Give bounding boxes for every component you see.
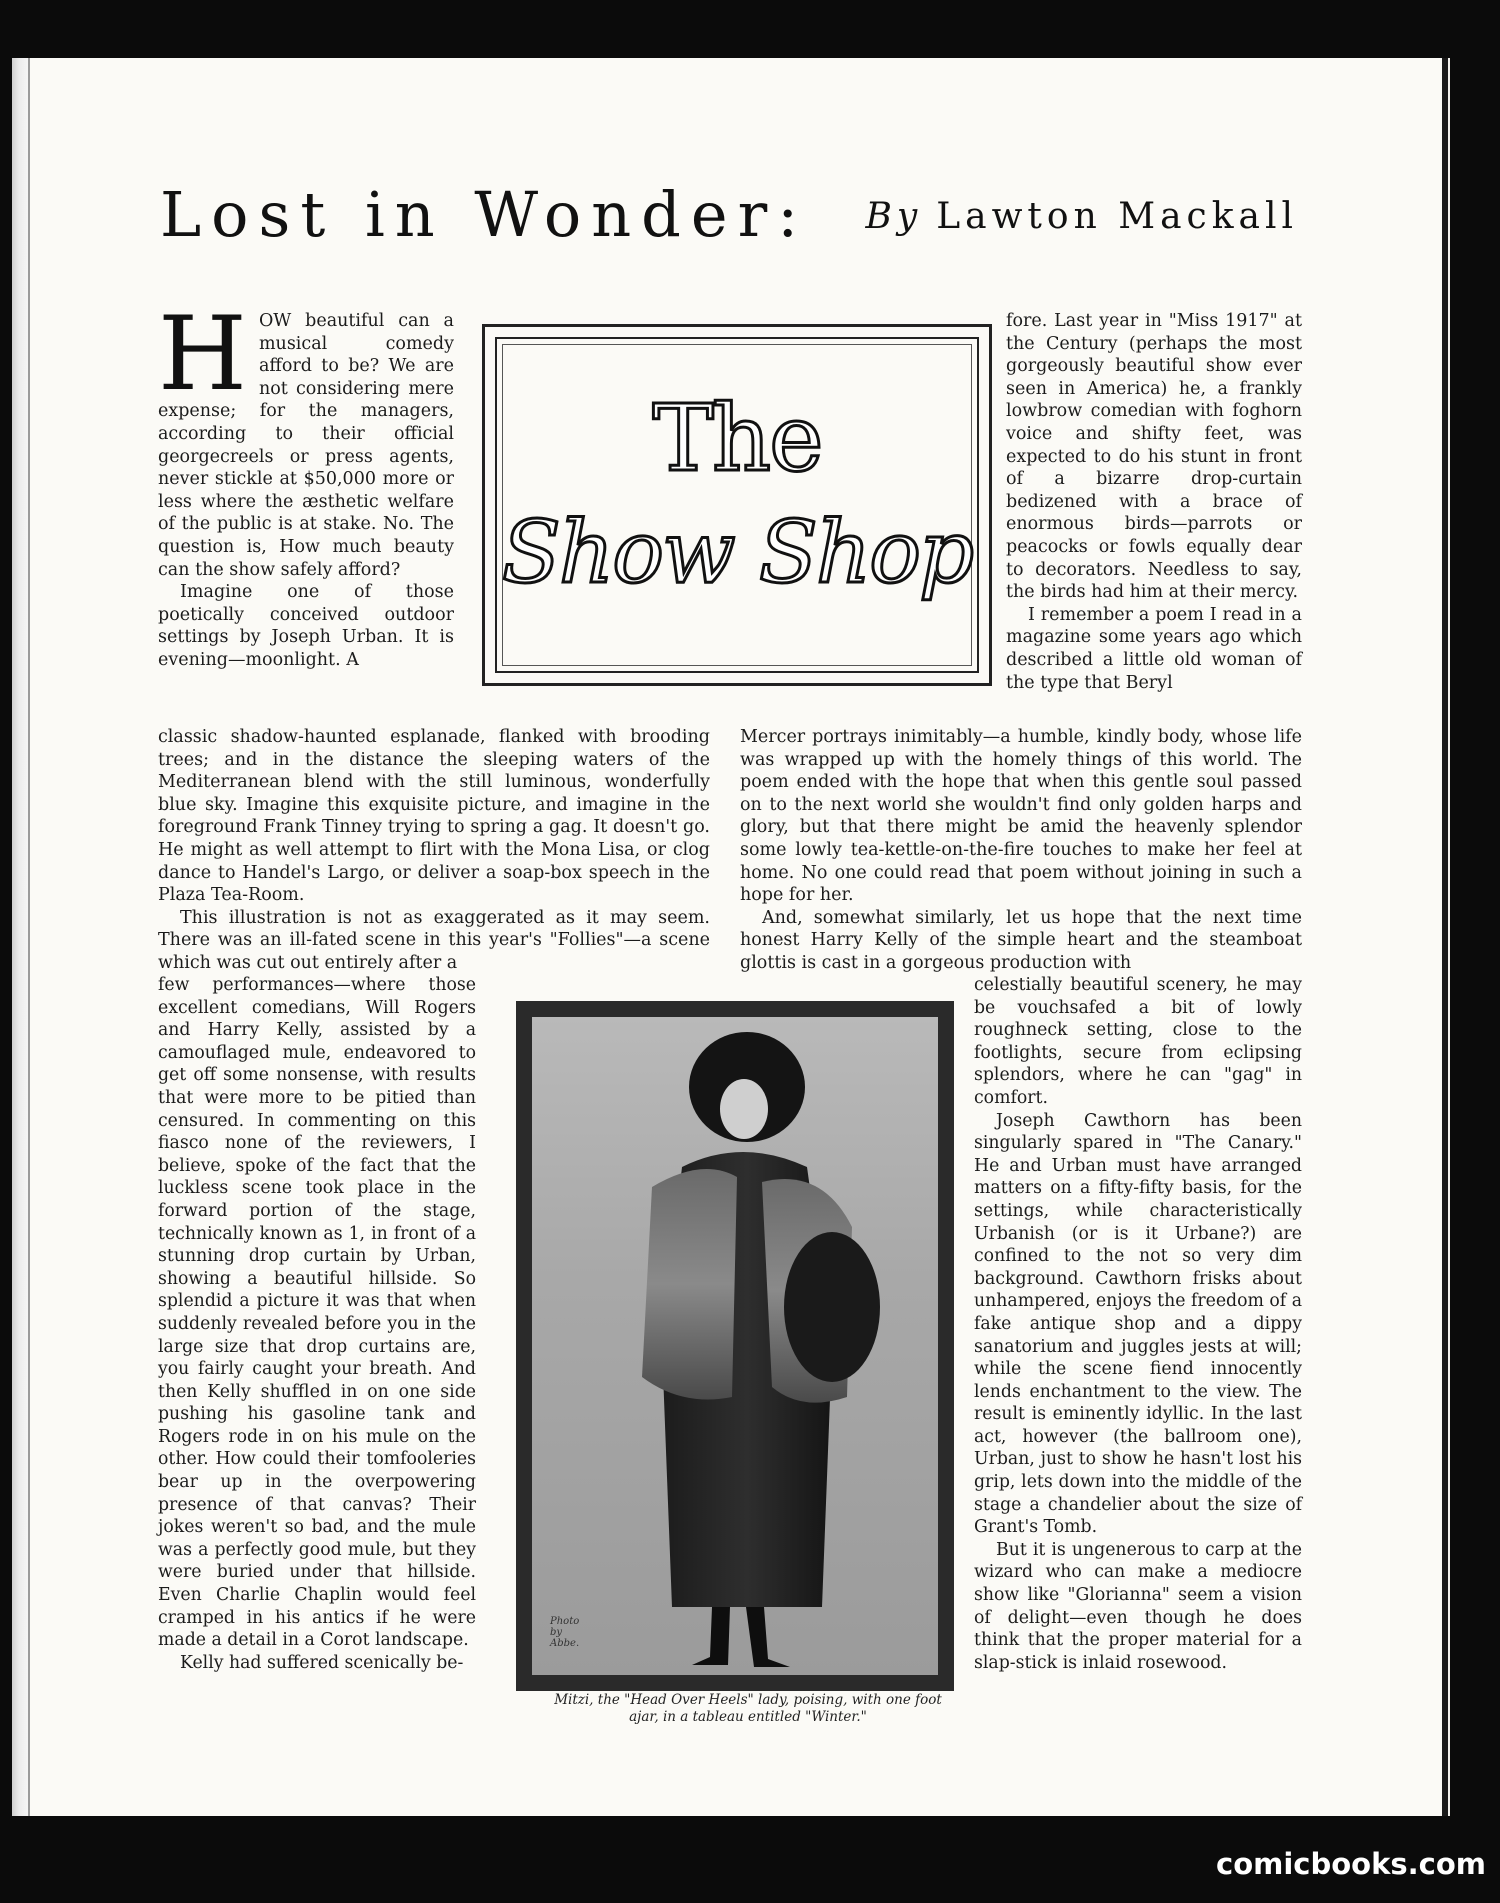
article-title: Lost in Wonder: bbox=[160, 178, 809, 251]
column-right-wide bbox=[740, 726, 1302, 975]
paragraph: Imagine one of those poetically conceived outdoor settings by Joseph Urban. It is evening—moonlight. A bbox=[158, 582, 454, 670]
paragraph: fore. Last year in "Miss 1917" at the Century (perhaps the most gorgeously beautiful show ever seen in America) he, a frankly lowbrow comedian with foghorn voice and shifty feet, was expected to do his stunt in front of a bizarre drop-curtain bedizened with a brace of enormous birds—parrots or peacocks or fowls equally dear to decorators. Needless to say, the birds had him at their mercy. bbox=[1006, 311, 1302, 603]
column-right-bottom bbox=[974, 974, 1302, 1674]
photo-mitzi-winter bbox=[532, 1017, 938, 1675]
paragraph: celestially beautiful scenery, he may be vouchsafed a bit of lowly roughneck setting, close to the footlights, secure from eclipsing splendors, where he can "gag" in comfort. bbox=[974, 975, 1302, 1108]
column-left-bottom bbox=[158, 974, 476, 1674]
logo-inner-frame bbox=[495, 337, 979, 673]
watermark-logo: comicbooks.com bbox=[1216, 1847, 1486, 1881]
show-shop-logo bbox=[482, 324, 992, 686]
next-page-edge bbox=[1448, 58, 1450, 1816]
byline bbox=[865, 196, 1298, 237]
paragraph: I remember a poem I read in a magazine some years ago which described a little old woman of the type that Beryl bbox=[1006, 604, 1302, 693]
photo-credit: Photo by Abbe. bbox=[550, 1616, 580, 1649]
paragraph: Joseph Cawthorn has been singularly spared in "The Canary." He and Urban must have arranged matters on a fifty-fifty basis, for the settings, while characteristically Urbanish (or is it Urbane?) are confined to the not so very dim background. Cawthorn frisks about unhampered, enjoys the freedom of a fake antique shop and a dippy sanatorium and juggles jests at will; while the scene fiend innocently lends enchantment to the view. The result is eminently idyllic. In the last act, however (the ballroom one), Urban, just to show he hasn't lost his grip, lets down into the middle of the stage a chandelier about the size of Grant's Tomb. bbox=[974, 1110, 1302, 1538]
author-name: Lawton Mackall bbox=[936, 196, 1298, 237]
paragraph: This illustration is not as exaggerated as it may seem. There was an ill-fated scene in this year's "Follies"—a scene which was cut out entirely after a bbox=[158, 907, 710, 973]
paragraph: But it is ungenerous to carp at the wizard who can make a mediocre show like "Glorianna" seem a vision of delight—even though he does think that the proper material for a slap-stick is inlaid rosewood. bbox=[974, 1539, 1302, 1673]
paragraph: Mercer portrays inimitably—a humble, kindly body, whose life was wrapped up with the homely things of this world. The poem ended with the hope that when this gentle soul passed on to the next world she wouldn't find only golden harps and glory, but that there might be amid the heavenly splendor some lowly tea-kettle-on-the-fire touches to make her feel at home. No one could read that poem without joining in such a hope for her. bbox=[740, 727, 1302, 906]
column-left-wide bbox=[158, 726, 710, 975]
logo-line-2: Show Shop bbox=[501, 503, 973, 603]
column-right-top bbox=[1006, 310, 1302, 694]
byline-by: By bbox=[865, 196, 923, 237]
page-left-edge bbox=[12, 58, 30, 1816]
paragraph: Kelly had suffered scenically be- bbox=[180, 1652, 464, 1673]
paragraph: few performances—where those excellent comedians, Will Rogers and Harry Kelly, assisted by a camouflaged mule, endeavored to get off some nonsense, with results that were more to be pitied than censured. In commenting on this fiasco none of the reviewers, I believe, spoke of the fact that the luckless scene took place in the forward portion of the stage, technically known as 1, in front of a stunning drop curtain by Urban, showing a beautiful hillside. So splendid a picture it was that when suddenly revealed before you in the large size that drop curtains are, you fairly caught your breath. And then Kelly shuffled in on one side pushing his gasoline tank and Rogers rode in on his mule on the other. How could their tomfooleries bear up in the overpowering presence of that canvas? Their jokes weren't so bad, and the mule was a perfectly good mule, but they were buried under that hillside. Even Charlie Chaplin would feel cramped in his antics if he were made a detail in a Corot landscape. bbox=[158, 975, 476, 1651]
paragraph: And, somewhat similarly, let us hope that the next time honest Harry Kelly of the simple heart and the steamboat glottis is cast in a gorgeous production with bbox=[740, 907, 1302, 973]
photo-figure bbox=[532, 1017, 938, 1675]
paragraph bbox=[158, 295, 454, 581]
paragraph: classic shadow-haunted esplanade, flanked with brooding trees; and in the distance the sleeping waters of the Mediterranean blend with the still luminous, wonderfully blue sky. Imagine this exquisite picture, and imagine in the foreground Frank Tinney trying to spring a gag. It doesn't go. He might as well attempt to flirt with the Mona Lisa, or clog dance to Handel's Largo, or deliver a soap-box speech in the Plaza Tea-Room. bbox=[158, 727, 710, 906]
photo-frame bbox=[516, 1001, 954, 1691]
magazine-page bbox=[12, 58, 1450, 1816]
drop-cap: H bbox=[158, 295, 247, 414]
column-left-top bbox=[158, 295, 454, 672]
logo-line-1: The bbox=[652, 385, 822, 492]
paragraph-text: OW beautiful can a musical comedy afford to be? We are not considering mere expense; for the managers, according to their official georgecreels or press agents, never stickle at $50,000 more or less where the æsthetic welfare of the public is at stake. No. The question is, How much beauty can the show safely afford? bbox=[158, 311, 454, 580]
photo-caption: Mitzi, the "Head Over Heels" lady, poising, with one foot ajar, in a tableau entitled "Winter." bbox=[554, 1692, 942, 1725]
title-row bbox=[148, 178, 1298, 288]
